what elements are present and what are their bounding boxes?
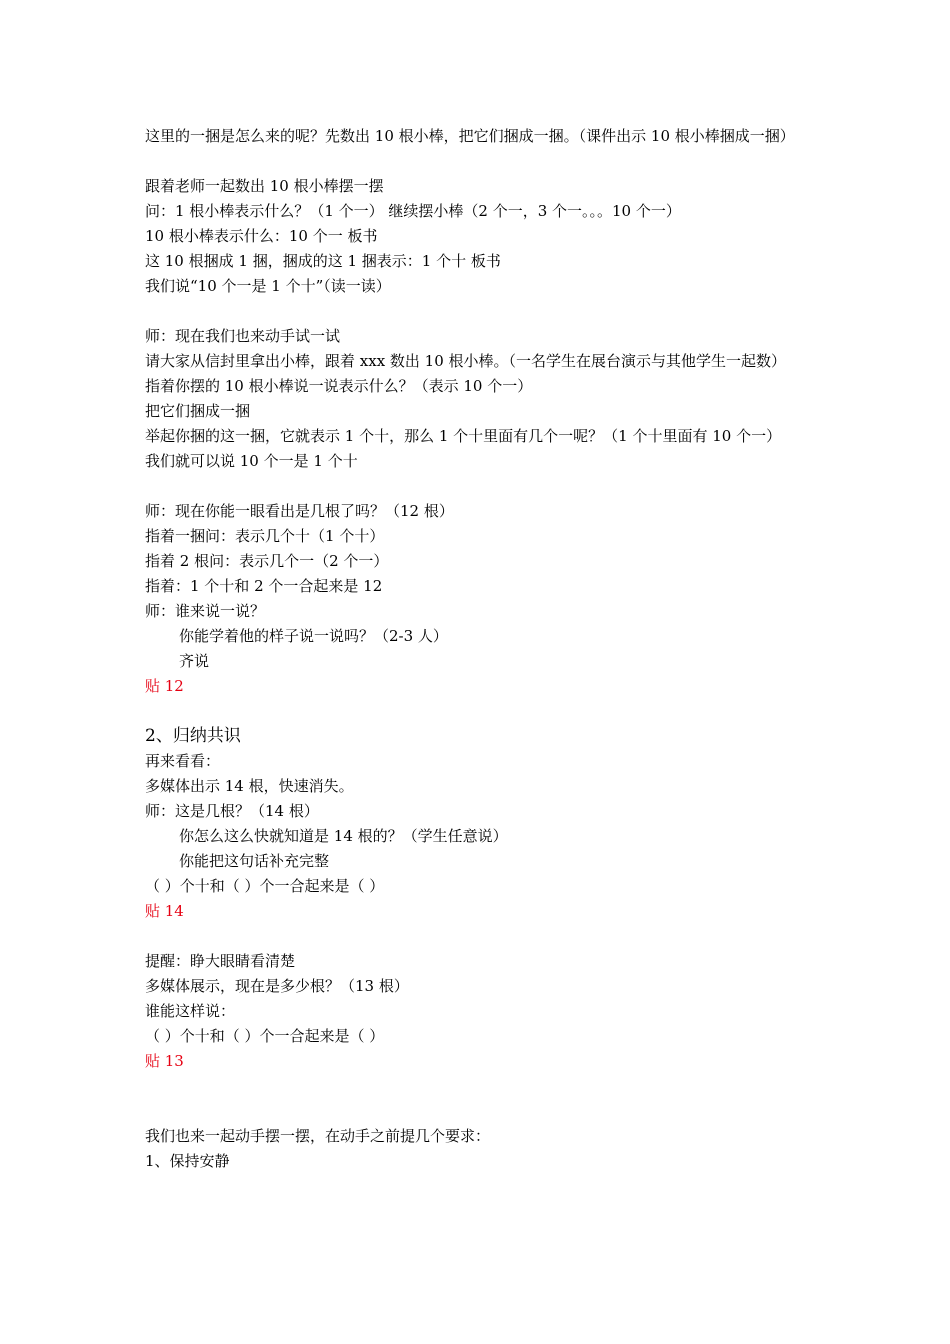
text-line: 1、保持安静 — [145, 1152, 230, 1170]
text-line: 师：现在我们也来动手试一试 — [145, 327, 341, 345]
text-line: 我们也来一起动手摆一摆，在动手之前提几个要求： — [145, 1127, 491, 1145]
document-page — [145, 124, 825, 1174]
text-line: 师：现在你能一眼看出是几根了吗？（12 根） — [145, 502, 454, 520]
text-line: 我们说“10 个一是 1 个十”（读一读） — [145, 277, 391, 295]
paste-note: 贴 12 — [145, 677, 184, 695]
text-line: 我们就可以说 10 个一是 1 个十 — [145, 452, 358, 470]
text-line: （ ）个十和（ ）个一合起来是（ ） — [145, 877, 385, 895]
paste-note: 贴 14 — [145, 902, 184, 920]
text-line: 问：1 根小棒表示什么？（1 个一） 继续摆小棒（2 个一，3 个一。。。10 个一） — [145, 202, 681, 220]
text-line: 提醒：睁大眼睛看清楚 — [145, 952, 296, 970]
text-line: 你能学着他的样子说一说吗？（2-3 人） — [179, 627, 448, 645]
text-line: 指着：1 个十和 2 个一合起来是 12 — [145, 577, 383, 595]
text-line: 指着 2 根问：表示几个一（2 个一） — [145, 552, 389, 570]
section-heading: 2、归纳共识 — [145, 726, 241, 746]
text-line: （ ）个十和（ ）个一合起来是（ ） — [145, 1027, 385, 1045]
text-line: 多媒体出示 14 根，快速消失。 — [145, 777, 354, 795]
text-line: 跟着老师一起数出 10 根小棒摆一摆 — [145, 177, 384, 195]
text-line: 指着你摆的 10 根小棒说一说表示什么？（表示 10 个一） — [145, 377, 533, 395]
text-line: 你怎么这么快就知道是 14 根的？（学生任意说） — [179, 827, 508, 845]
text-line: 指着一捆问：表示几个十（1 个十） — [145, 527, 385, 545]
text-line: 举起你捆的这一捆，它就表示 1 个十，那么 1 个十里面有几个一呢？（1 个十里面有 10 个一） — [145, 427, 782, 445]
text-line: 师：谁来说一说？ — [145, 602, 266, 620]
text-line: 10 根小棒表示什么：10 个一 板书 — [145, 227, 378, 245]
text-line: 齐说 — [179, 652, 210, 670]
text-line: 多媒体展示，现在是多少根？（13 根） — [145, 977, 409, 995]
text-line: 谁能这样说： — [145, 1002, 236, 1020]
text-line: 你能把这句话补充完整 — [179, 852, 330, 870]
text-line: 师：这是几根？（14 根） — [145, 802, 319, 820]
text-line: 把它们捆成一捆 — [145, 402, 251, 420]
text-line: 请大家从信封里拿出小棒，跟着 xxx 数出 10 根小棒。（一名学生在展台演示与其他学生一起数） — [145, 352, 787, 370]
text-line: 这 10 根捆成 1 捆，捆成的这 1 捆表示：1 个十 板书 — [145, 252, 501, 270]
paste-note: 贴 13 — [145, 1052, 184, 1070]
text-line: 再来看看： — [145, 752, 221, 770]
para-intro: 这里的一捆是怎么来的呢？先数出 10 根小棒，把它们捆成一捆。（课件出示 10 根小棒捆成一捆） — [145, 127, 795, 145]
